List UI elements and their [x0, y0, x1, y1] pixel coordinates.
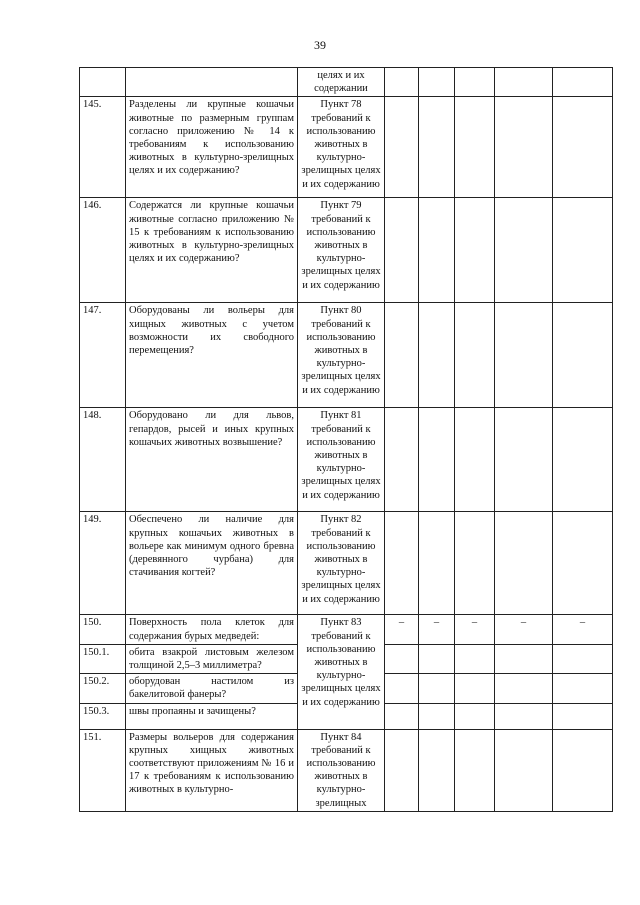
question-cell: Поверхность пола клеток для содержания бурых медведей:: [126, 615, 298, 644]
row-number: 146.: [80, 198, 126, 303]
answer-cell: [455, 303, 495, 408]
answer-cell: [553, 97, 613, 198]
answer-cell: [455, 729, 495, 811]
answer-cell: [495, 97, 553, 198]
row-number: 150.3.: [80, 703, 126, 729]
row-number: [80, 68, 126, 97]
reference-cell: Пункт 84 требований к использованию животных в культурно-зрелищных: [298, 729, 385, 811]
table-row: [80, 198, 613, 303]
answer-cell: [419, 198, 455, 303]
answer-cell: [385, 303, 419, 408]
answer-cell: [385, 703, 419, 729]
answer-cell: [419, 644, 455, 673]
answer-cell: [419, 97, 455, 198]
answer-cell: [385, 68, 419, 97]
answer-cell: [385, 198, 419, 303]
answer-cell: [455, 97, 495, 198]
answer-cell: [385, 674, 419, 703]
answer-cell: [553, 703, 613, 729]
answer-cell: [385, 512, 419, 615]
dash-cell: –: [455, 615, 495, 644]
dash-cell: –: [495, 615, 553, 644]
answer-cell: [495, 703, 553, 729]
answer-cell: [419, 512, 455, 615]
answer-cell: [419, 303, 455, 408]
answer-cell: [553, 198, 613, 303]
answer-cell: [495, 512, 553, 615]
table-row: [80, 512, 613, 615]
table-row: [80, 68, 613, 97]
answer-cell: [495, 644, 553, 673]
question-cell: Разделены ли крупные кошачьи животные по размерным группам согласно приложению № 14 к требованиям к использованию животных в культурно-зрелищных целях и их содержанию?: [126, 97, 298, 198]
answer-cell: [553, 408, 613, 512]
question-cell: Оборудованы ли вольеры для хищных животных с учетом возможности их свободного перемещения?: [126, 303, 298, 408]
answer-cell: [553, 674, 613, 703]
reference-cell: Пункт 82 требований к использованию животных в культурно-зрелищных целях и их содержанию: [298, 512, 385, 615]
question-cell: оборудован настилом из бакелитовой фанеры?: [126, 674, 298, 703]
answer-cell: [419, 408, 455, 512]
answer-cell: [455, 512, 495, 615]
answer-cell: [419, 674, 455, 703]
answer-cell: [495, 408, 553, 512]
answer-cell: [385, 408, 419, 512]
dash-cell: –: [385, 615, 419, 644]
question-cell: Содержатся ли крупные кошачьи животные согласно приложению № 15 к требованиям к использованию животных в культурно-зрелищных целях и их содержанию?: [126, 198, 298, 303]
table-row: [80, 408, 613, 512]
dash-cell: –: [553, 615, 613, 644]
question-cell: Обеспечено ли наличие для крупных кошачьих животных в вольере как минимум одного бревна (деревянного чурбана) для стачивания когтей?: [126, 512, 298, 615]
answer-cell: [455, 644, 495, 673]
reference-cell: Пункт 81 требований к использованию животных в культурно-зрелищных целях и их содержанию: [298, 408, 385, 512]
table-row: [80, 303, 613, 408]
reference-cell: Пункт 83 требований к использованию животных в культурно-зрелищных целях и их содержанию: [298, 615, 385, 729]
row-number: 148.: [80, 408, 126, 512]
row-number: 145.: [80, 97, 126, 198]
answer-cell: [553, 303, 613, 408]
dash-cell: –: [419, 615, 455, 644]
row-number: 151.: [80, 729, 126, 811]
answer-cell: [553, 729, 613, 811]
question-cell: Оборудовано ли для львов, гепардов, рысей и иных крупных кошачьих животных возвышение?: [126, 408, 298, 512]
reference-cell: Пункт 78 требований к использованию животных в культурно-зрелищных целях и их содержанию: [298, 97, 385, 198]
row-number: 150.1.: [80, 644, 126, 673]
checklist-table: [79, 67, 613, 812]
question-cell: швы пропаяны и зачищены?: [126, 703, 298, 729]
row-number: 147.: [80, 303, 126, 408]
answer-cell: [385, 644, 419, 673]
answer-cell: [455, 408, 495, 512]
table-row: [80, 97, 613, 198]
answer-cell: [495, 68, 553, 97]
row-number: 150.2.: [80, 674, 126, 703]
answer-cell: [419, 703, 455, 729]
row-number: 150.: [80, 615, 126, 644]
answer-cell: [495, 729, 553, 811]
question-cell: обита взакрой листовым железом толщиной 2,5–3 миллиметра?: [126, 644, 298, 673]
answer-cell: [553, 68, 613, 97]
answer-cell: [553, 644, 613, 673]
answer-cell: [495, 198, 553, 303]
reference-cell: Пункт 79 требований к использованию животных в культурно-зрелищных целях и их содержанию: [298, 198, 385, 303]
answer-cell: [455, 703, 495, 729]
answer-cell: [455, 198, 495, 303]
answer-cell: [419, 68, 455, 97]
answer-cell: [495, 303, 553, 408]
reference-cell: Пункт 80 требований к использованию животных в культурно-зрелищных целях и их содержанию: [298, 303, 385, 408]
answer-cell: [455, 68, 495, 97]
page-number: 39: [314, 38, 326, 52]
question-cell: Размеры вольеров для содержания крупных хищных животных соответствуют приложениям № 16 и 17 к требованиям к использованию животных в культурно-: [126, 729, 298, 811]
answer-cell: [553, 512, 613, 615]
question-cell: [126, 68, 298, 97]
answer-cell: [385, 97, 419, 198]
answer-cell: [495, 674, 553, 703]
answer-cell: [419, 729, 455, 811]
answer-cell: [385, 729, 419, 811]
reference-cell: целях и их содержании: [298, 68, 385, 97]
row-number: 149.: [80, 512, 126, 615]
answer-cell: [455, 674, 495, 703]
table-row: [80, 615, 613, 644]
table-row: [80, 729, 613, 811]
